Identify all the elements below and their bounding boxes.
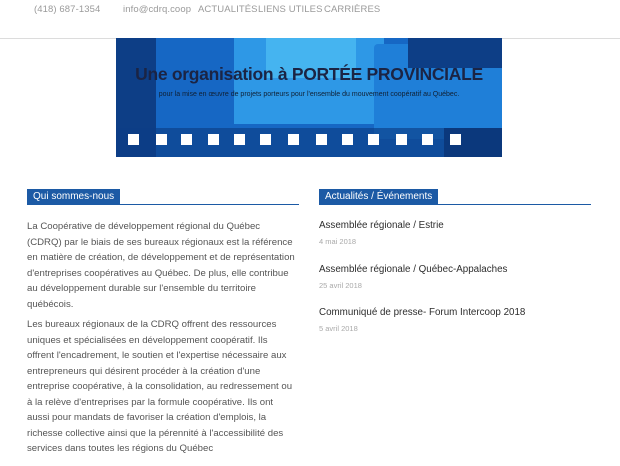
decor-square: [368, 134, 379, 145]
news-heading: Actualités / Événements: [319, 189, 438, 205]
about-paragraph-2: Les bureaux régionaux de la CDRQ offrent des ressources uniques et spécialisées en développement coopératif. Ils offrent l'encadrement, le soutien et l'expertise nécessaire aux entrepreneurs qui désirent procéder à la création d'une entreprise coopérative, à la consolidation, au redressement ou à la relève d'entreprises par la formule coopérative. Ils ont aussi pour mandats de favoriser la création d'emplois, la richesse collective ainsi que la pérennité à l'accessibilité des services dans toutes les régions du Québec: [27, 319, 293, 454]
decor-square: [128, 134, 139, 145]
decor-square: [288, 134, 299, 145]
news-item-date: 4 mai 2018: [319, 237, 357, 246]
email-link[interactable]: info@cdrq.coop: [123, 4, 192, 15]
decor-square: [181, 134, 192, 145]
decor-square: [450, 134, 461, 145]
news-item-date: 5 avril 2018: [319, 324, 358, 333]
decor-square: [422, 134, 433, 145]
decor-square: [156, 134, 167, 145]
phone-number[interactable]: (418) 687-1354: [34, 4, 101, 15]
about-divider: [27, 204, 299, 205]
news-item-title[interactable]: Assemblée régionale / Estrie: [319, 220, 444, 231]
news-item-title[interactable]: Communiqué de presse- Forum Intercoop 2018: [319, 307, 526, 318]
nav-carrieres[interactable]: CARRIÈRES: [324, 4, 381, 15]
decor-square: [208, 134, 219, 145]
decor-square: [342, 134, 353, 145]
decor-square: [396, 134, 407, 145]
hero-banner: [116, 38, 502, 157]
about-paragraph-1: La Coopérative de développement régional du Québec (CDRQ) par le biais de ses bureaux régionaux est la référence en matière de création, de développement et de représentation d'entreprises coopératives au Québec. De plus, elle contribue au développement durable sur l'ensemble du territoire québécois.: [27, 221, 295, 310]
nav-liens-utiles[interactable]: LIENS UTILES: [258, 4, 323, 15]
news-item-date: 25 avril 2018: [319, 281, 362, 290]
top-bar: [0, 0, 620, 39]
banner-squares: [116, 134, 502, 157]
about-heading: Qui sommes-nous: [27, 189, 120, 205]
decor-square: [316, 134, 327, 145]
news-divider: [319, 204, 591, 205]
banner-title: Une organisation à PORTÉE PROVINCIALE: [135, 64, 483, 84]
nav-actualites[interactable]: ACTUALITÉS: [198, 4, 258, 15]
banner-subtitle: pour la mise en œuvre de projets porteurs pour l'ensemble du mouvement coopératif au Québec.: [158, 91, 460, 98]
decor-square: [260, 134, 271, 145]
decor-square: [234, 134, 245, 145]
news-item-title[interactable]: Assemblée régionale / Québec-Appalaches: [319, 264, 508, 275]
